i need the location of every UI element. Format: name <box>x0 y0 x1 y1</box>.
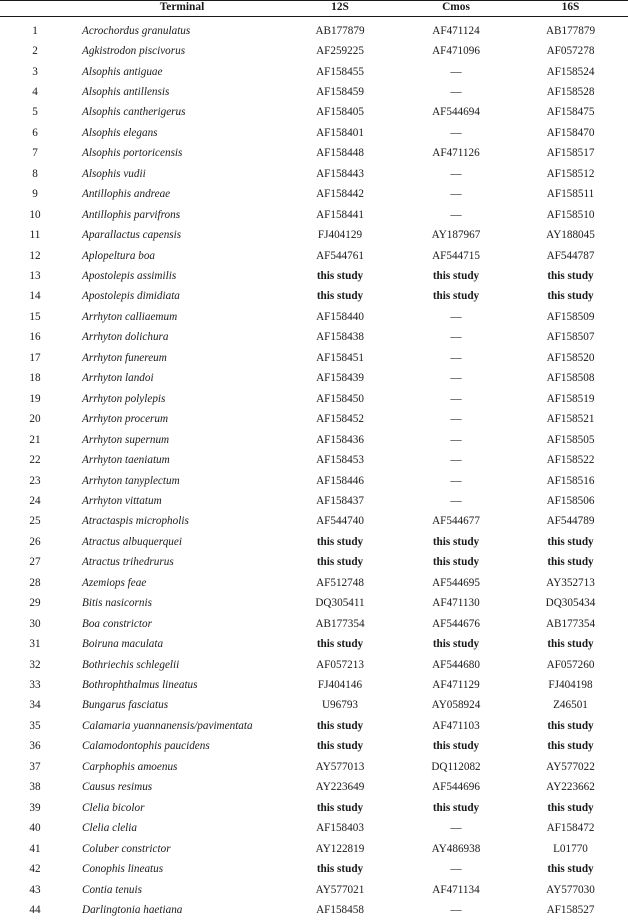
row-16s: AF158516 <box>546 474 595 487</box>
row-terminal: Calamodontophis paucidens <box>82 740 210 753</box>
row-number: 40 <box>29 822 41 835</box>
row-terminal: Atractaspis micropholis <box>82 515 189 528</box>
row-12s: AF158459 <box>316 85 364 98</box>
row-12s: AF158452 <box>316 413 364 426</box>
row-cmos: AF544676 <box>432 617 480 630</box>
row-16s: DQ305434 <box>545 597 596 610</box>
row-cmos: — <box>450 413 462 426</box>
row-12s: this study <box>316 740 364 753</box>
table-row <box>0 246 628 266</box>
row-number: 26 <box>29 535 41 548</box>
row-16s: this study <box>547 740 594 753</box>
row-12s: AF158405 <box>316 106 364 119</box>
table-row <box>0 757 628 777</box>
row-cmos: DQ112082 <box>431 760 481 773</box>
row-number: 23 <box>29 474 41 487</box>
row-12s: this study <box>316 270 364 282</box>
table-row <box>0 409 628 429</box>
row-number: 37 <box>29 760 41 773</box>
row-terminal: Apostolepis assimilis <box>82 270 177 282</box>
header-cmos: Cmos <box>442 1 470 13</box>
row-16s: AF158520 <box>546 351 595 364</box>
table-row <box>0 143 628 163</box>
row-16s: AF158475 <box>546 106 595 119</box>
row-number: 42 <box>29 863 41 876</box>
row-terminal: Contia tenuis <box>82 883 142 896</box>
row-12s: AF158450 <box>316 392 364 405</box>
row-terminal: Antillophis parvifrons <box>82 208 181 221</box>
row-terminal: Aplopeltura boa <box>82 249 156 262</box>
row-16s: AF057278 <box>546 45 595 58</box>
row-16s: this study <box>547 638 594 651</box>
row-terminal: Arrhyton landoi <box>82 372 154 385</box>
row-cmos: AF471124 <box>432 24 480 37</box>
row-12s: AY223649 <box>315 781 365 794</box>
row-12s: U96793 <box>321 699 359 712</box>
row-number: 9 <box>32 188 38 201</box>
row-16s: AF158519 <box>546 392 595 405</box>
header-12s: 12S <box>331 1 349 13</box>
row-terminal: Aparallactus capensis <box>82 229 182 242</box>
table-row <box>0 225 628 245</box>
row-terminal: Alsophis antiguae <box>82 65 163 78</box>
row-cmos: AY058924 <box>431 699 481 712</box>
header-16s: 16S <box>561 1 580 13</box>
row-12s: this study <box>316 719 364 732</box>
row-cmos: — <box>450 474 462 487</box>
row-terminal: Arrhyton vittatum <box>82 494 162 507</box>
row-16s: AY223662 <box>546 781 595 794</box>
row-cmos: — <box>450 126 462 139</box>
row-cmos: — <box>450 903 462 916</box>
table-row <box>0 348 628 368</box>
row-cmos: — <box>450 494 462 507</box>
table-row <box>0 327 628 347</box>
row-cmos: this study <box>432 270 480 282</box>
table-row <box>0 777 628 797</box>
row-terminal: Bungarus fasciatus <box>82 699 169 712</box>
table-row <box>0 102 628 122</box>
row-12s: AF544740 <box>316 515 364 528</box>
row-16s: AF158508 <box>546 372 595 385</box>
row-12s: FJ404129 <box>317 229 363 242</box>
table-row <box>0 41 628 61</box>
row-number: 34 <box>29 699 41 712</box>
table-row <box>0 430 628 450</box>
row-cmos: this study <box>432 801 480 814</box>
table-row <box>0 716 628 736</box>
row-number: 28 <box>29 576 41 589</box>
table-row <box>0 307 628 327</box>
row-number: 7 <box>32 147 38 160</box>
row-cmos: AF471096 <box>432 45 480 58</box>
row-12s: this study <box>316 863 364 876</box>
row-cmos: AF471103 <box>432 719 480 732</box>
row-cmos: AF544695 <box>432 576 480 589</box>
row-terminal: Calamaria yuannanensis/pavimentata <box>82 719 253 732</box>
row-number: 15 <box>29 310 41 323</box>
row-terminal: Azemiops feae <box>82 576 147 589</box>
row-cmos: AF544696 <box>432 781 480 794</box>
row-number: 41 <box>29 842 41 855</box>
row-16s: AB177354 <box>545 617 596 630</box>
row-number: 24 <box>29 494 41 507</box>
row-16s: AF158521 <box>546 413 595 426</box>
row-12s: AF158403 <box>316 822 364 835</box>
row-12s: AF158438 <box>316 331 364 344</box>
row-cmos: — <box>450 331 462 344</box>
table-row <box>0 900 628 920</box>
row-16s: AY352713 <box>546 576 595 589</box>
row-12s: AF158437 <box>316 494 364 507</box>
row-12s: AF057213 <box>316 658 364 671</box>
table-row <box>0 614 628 634</box>
row-terminal: Arrhyton taeniatum <box>82 454 170 467</box>
row-number: 39 <box>29 801 41 814</box>
row-12s: AF158440 <box>316 310 364 323</box>
row-number: 12 <box>29 249 41 262</box>
row-16s: AF158522 <box>546 454 595 467</box>
row-12s: AF158448 <box>316 147 364 160</box>
row-number: 18 <box>29 372 41 385</box>
row-cmos: — <box>450 208 462 221</box>
table-row <box>0 532 628 552</box>
row-16s: this study <box>547 535 594 548</box>
row-terminal: Arrhyton procerum <box>82 413 169 426</box>
table-header-rule <box>0 16 628 17</box>
row-number: 27 <box>29 556 41 569</box>
row-cmos: AF471126 <box>432 147 480 160</box>
row-16s: AF544787 <box>546 249 595 262</box>
row-16s: AF158524 <box>546 65 595 78</box>
row-terminal: Alsophis elegans <box>82 126 158 139</box>
row-terminal: Arrhyton tanyplectum <box>82 474 180 487</box>
row-number: 36 <box>29 740 41 753</box>
row-terminal: Antillophis andreae <box>82 188 171 201</box>
table-row <box>0 511 628 531</box>
row-terminal: Arrhyton supernum <box>82 433 170 446</box>
row-16s: AF158528 <box>546 85 595 98</box>
row-16s: this study <box>547 863 594 876</box>
row-16s: AF158470 <box>546 126 595 139</box>
table-row <box>0 634 628 654</box>
row-number: 13 <box>29 270 41 282</box>
row-cmos: this study <box>432 290 480 303</box>
row-number: 43 <box>29 883 41 896</box>
row-cmos: — <box>450 167 462 180</box>
row-terminal: Atractus trihedrurus <box>82 556 174 569</box>
row-cmos: AY187967 <box>431 229 481 242</box>
row-number: 5 <box>32 106 38 119</box>
row-terminal: Arrhyton polylepis <box>82 392 166 405</box>
row-number: 10 <box>29 208 41 221</box>
row-terminal: Carphophis amoenus <box>82 760 178 773</box>
row-number: 44 <box>29 903 41 916</box>
row-terminal: Apostolepis dimidiata <box>82 290 180 303</box>
table-row <box>0 286 628 306</box>
table-header-row <box>0 0 628 16</box>
row-16s: AF158527 <box>546 903 595 916</box>
row-number: 38 <box>29 781 41 794</box>
row-cmos: — <box>450 822 462 835</box>
row-cmos: — <box>450 310 462 323</box>
table-row <box>0 736 628 756</box>
row-terminal: Alsophis cantherigerus <box>82 106 186 119</box>
row-12s: this study <box>316 535 364 548</box>
row-number: 20 <box>29 413 41 426</box>
row-number: 3 <box>32 65 38 78</box>
row-16s: AF158510 <box>546 208 595 221</box>
row-12s: AF544761 <box>316 249 364 262</box>
row-terminal: Agkistrodon piscivorus <box>82 45 186 58</box>
table-row <box>0 655 628 675</box>
row-cmos: AY486938 <box>431 842 481 855</box>
row-terminal: Bothrophthalmus lineatus <box>82 679 198 691</box>
row-number: 22 <box>29 454 41 467</box>
row-16s: AB177879 <box>545 24 596 37</box>
row-cmos: — <box>450 351 462 364</box>
row-16s: AF158517 <box>546 147 595 160</box>
row-cmos: — <box>450 372 462 385</box>
row-16s: AY188045 <box>546 229 595 242</box>
row-12s: AF158441 <box>316 208 364 221</box>
row-12s: AF158442 <box>316 188 364 201</box>
row-cmos: this study <box>432 740 480 753</box>
row-16s: AF158509 <box>546 310 595 323</box>
row-terminal: Causus resimus <box>82 781 153 794</box>
row-16s: AF158507 <box>546 331 595 344</box>
row-cmos: AF544677 <box>432 515 480 528</box>
row-cmos: — <box>450 392 462 405</box>
row-cmos: AF471130 <box>432 597 480 610</box>
row-16s: AF158506 <box>546 494 595 507</box>
row-terminal: Boiruna maculata <box>82 638 164 651</box>
row-number: 21 <box>29 433 41 446</box>
row-cmos: AF544680 <box>432 658 480 671</box>
table-row <box>0 21 628 41</box>
row-terminal: Alsophis portoricensis <box>82 147 183 160</box>
table-row <box>0 82 628 102</box>
row-16s: AF057260 <box>546 658 595 671</box>
row-number: 6 <box>32 126 38 139</box>
row-cmos: AF544715 <box>432 249 480 262</box>
row-number: 19 <box>29 392 41 405</box>
row-terminal: Arrhyton funereum <box>82 351 167 364</box>
row-terminal: Acrochordus granulatus <box>82 24 191 37</box>
row-cmos: this study <box>432 535 480 548</box>
row-number: 35 <box>29 719 41 732</box>
row-number: 16 <box>29 331 41 344</box>
table-row <box>0 164 628 184</box>
row-cmos: — <box>450 454 462 467</box>
row-cmos: this study <box>432 638 480 651</box>
row-16s: AF158511 <box>546 188 595 201</box>
row-12s: AF259225 <box>316 45 364 58</box>
row-16s: this study <box>547 556 594 569</box>
table-row <box>0 859 628 879</box>
row-number: 11 <box>29 229 41 242</box>
row-cmos: this study <box>432 556 480 569</box>
row-terminal: Atractus albuquerquei <box>82 535 182 548</box>
row-terminal: Alsophis antillensis <box>82 85 170 98</box>
row-12s: AF158436 <box>316 433 364 446</box>
row-number: 14 <box>29 290 41 303</box>
row-number: 1 <box>32 24 38 37</box>
row-16s: AY577022 <box>546 760 595 773</box>
row-16s: AF158512 <box>546 167 595 180</box>
row-12s: AF512748 <box>316 576 364 589</box>
table-row <box>0 205 628 225</box>
row-16s: AF158505 <box>546 433 595 446</box>
row-16s: this study <box>547 290 594 303</box>
row-cmos: AF544694 <box>432 106 480 119</box>
row-16s: FJ404198 <box>548 679 593 691</box>
row-cmos: AF471134 <box>432 883 480 896</box>
row-12s: AF158458 <box>316 903 364 916</box>
table-row <box>0 818 628 838</box>
row-12s: this study <box>316 638 364 651</box>
row-number: 4 <box>32 85 38 98</box>
row-16s: this study <box>547 801 594 814</box>
row-terminal: Clelia bicolor <box>82 801 145 814</box>
row-12s: AF158401 <box>316 126 364 139</box>
row-number: 29 <box>29 597 41 610</box>
table-row <box>0 471 628 491</box>
table-row <box>0 450 628 470</box>
table-row <box>0 593 628 613</box>
row-12s: AY577013 <box>315 760 365 773</box>
row-number: 17 <box>29 351 41 364</box>
table-row <box>0 123 628 143</box>
row-terminal: Coluber constrictor <box>82 842 171 855</box>
row-12s: this study <box>316 556 364 569</box>
row-cmos: AF471129 <box>432 679 480 691</box>
row-terminal: Conophis lineatus <box>82 863 164 876</box>
table-row <box>0 552 628 572</box>
table-row <box>0 573 628 593</box>
row-12s: FJ404146 <box>317 679 363 691</box>
row-12s: AF158443 <box>316 167 364 180</box>
table-row <box>0 266 628 286</box>
row-12s: AF158451 <box>316 351 364 364</box>
row-number: 25 <box>29 515 41 528</box>
row-16s: L01770 <box>553 842 588 855</box>
row-terminal: Darlingtonia haetiana <box>82 903 183 916</box>
header-terminal: Terminal <box>159 1 205 13</box>
row-12s: DQ305411 <box>315 597 365 610</box>
row-terminal: Bothriechis schlegelii <box>82 658 180 671</box>
row-number: 2 <box>32 45 38 58</box>
table-row <box>0 389 628 409</box>
table-row <box>0 695 628 715</box>
table-row <box>0 798 628 818</box>
row-12s: AF158455 <box>316 65 364 78</box>
table-row <box>0 880 628 900</box>
row-cmos: — <box>450 85 462 98</box>
row-number: 8 <box>32 167 38 180</box>
row-12s: AF158446 <box>316 474 364 487</box>
row-number: 32 <box>29 658 41 671</box>
table-row <box>0 675 628 695</box>
row-12s: AF158453 <box>316 454 364 467</box>
row-number: 30 <box>29 617 41 630</box>
row-terminal: Alsophis vudii <box>82 167 146 180</box>
table-row <box>0 62 628 82</box>
row-16s: this study <box>547 719 594 732</box>
row-16s: AF158472 <box>546 822 595 835</box>
row-12s: AF158439 <box>316 372 364 385</box>
row-terminal: Boa constrictor <box>82 617 152 630</box>
row-cmos: — <box>450 863 462 876</box>
row-terminal: Arrhyton calliaemum <box>82 310 178 323</box>
row-16s: Z46501 <box>553 699 588 712</box>
row-12s: AB177354 <box>315 617 365 630</box>
row-number: 31 <box>29 638 41 651</box>
row-12s: AY577021 <box>315 883 365 896</box>
row-12s: this study <box>316 290 364 303</box>
row-12s: AY122819 <box>315 842 365 855</box>
table-row <box>0 368 628 388</box>
row-terminal: Bitis nasicornis <box>82 597 152 610</box>
table-row <box>0 491 628 511</box>
row-16s: AY577030 <box>546 883 595 896</box>
row-16s: AF544789 <box>546 515 595 528</box>
row-12s: this study <box>316 801 364 814</box>
row-cmos: — <box>450 65 462 78</box>
table-row <box>0 184 628 204</box>
row-terminal: Clelia clelia <box>82 822 137 835</box>
table-row <box>0 839 628 859</box>
row-terminal: Arrhyton dolichura <box>82 331 169 344</box>
row-cmos: — <box>450 433 462 446</box>
row-16s: this study <box>547 270 594 282</box>
row-cmos: — <box>450 188 462 201</box>
row-number: 33 <box>29 679 41 691</box>
row-12s: AB177879 <box>315 24 365 37</box>
